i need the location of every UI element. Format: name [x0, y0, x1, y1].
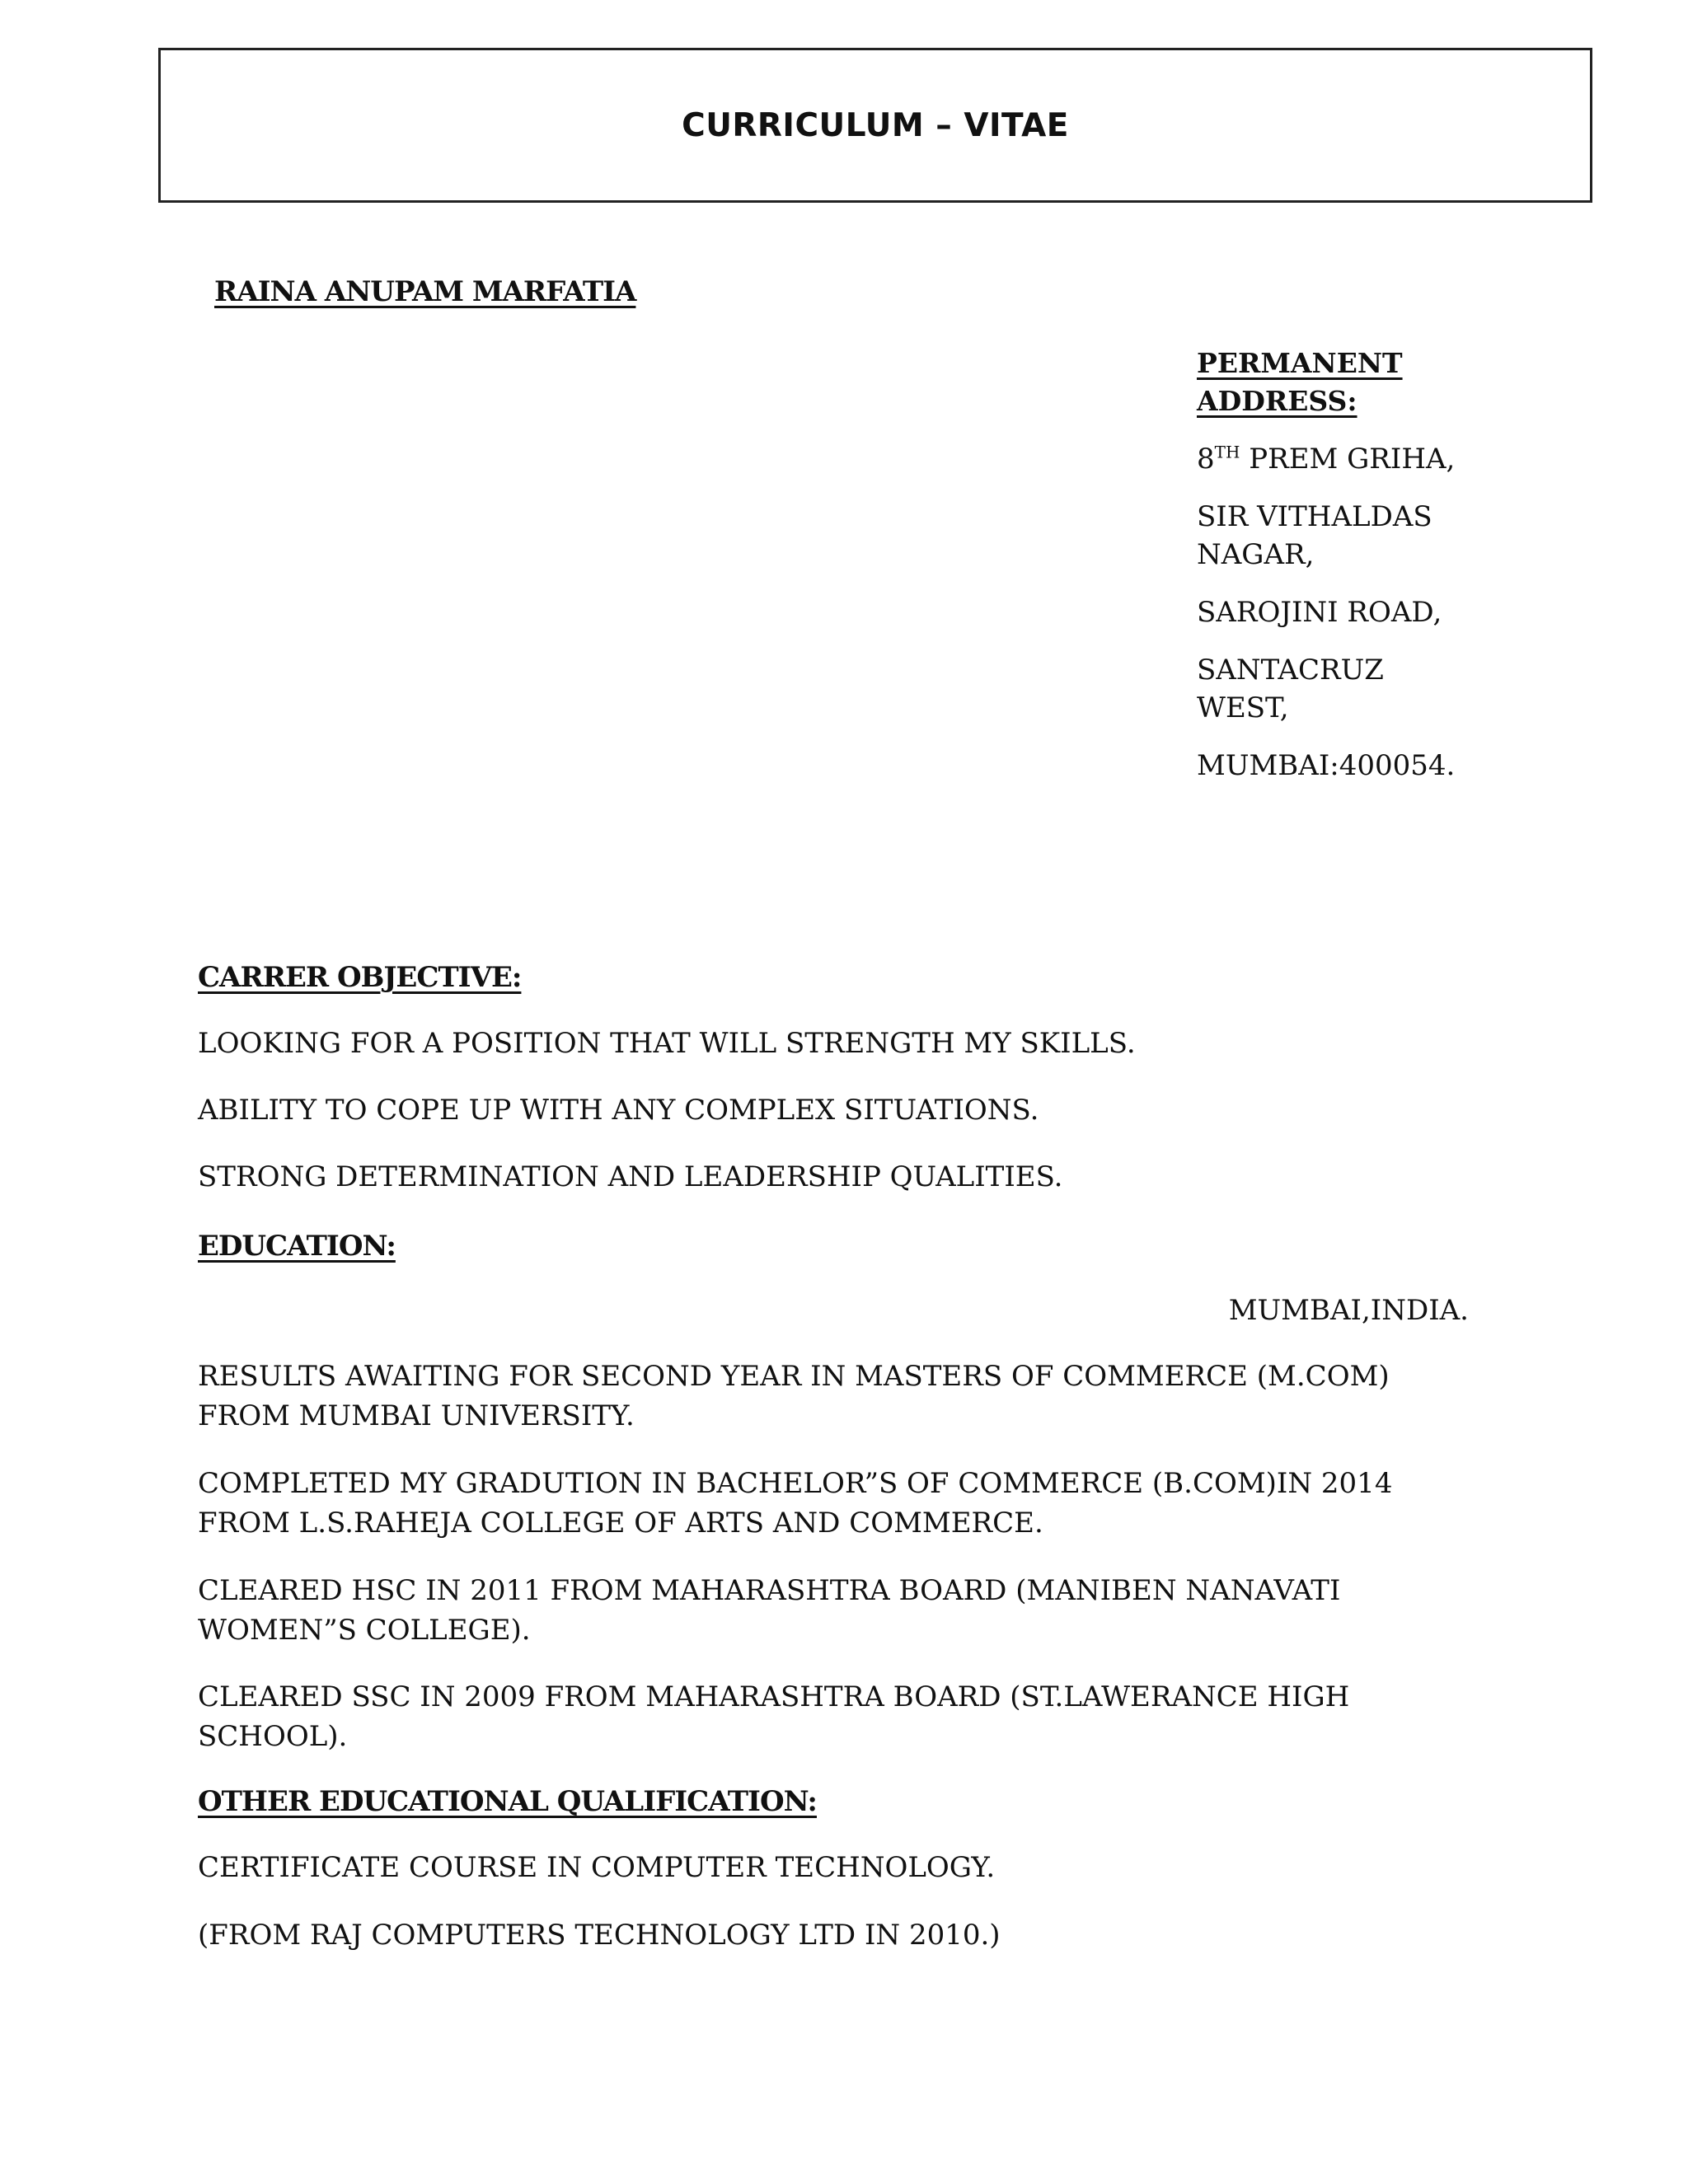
address-line-4: SANTACRUZ WEST, — [1197, 654, 1384, 724]
other-line-2: (FROM RAJ COMPUTERS TECHNOLOGY LTD IN 2010.) — [198, 1919, 1001, 1952]
address-line-2: SIR VITHALDAS NAGAR, — [1197, 500, 1432, 571]
address-line-1: 8TH PREM GRIHA, — [1197, 442, 1456, 476]
address-line-3: SAROJINI ROAD, — [1197, 596, 1442, 629]
education-location: MUMBAI,INDIA. — [1228, 1294, 1469, 1327]
career-line-2: ABILITY TO COPE UP WITH ANY COMPLEX SITUATIONS. — [198, 1094, 1039, 1127]
education-heading: EDUCATION: — [198, 1230, 396, 1263]
career-objective-heading: CARRER OBJECTIVE: — [198, 961, 522, 994]
education-item-4: CLEARED SSC IN 2009 FROM MAHARASHTRA BOARD (ST.LAWERANCE HIGH SCHOOL). — [198, 1680, 1350, 1753]
page-title: CURRICULUM – VITAE — [682, 106, 1069, 144]
title-box — [158, 48, 1592, 203]
address-heading: PERMANENT ADDRESS: — [1197, 347, 1403, 417]
candidate-name: RAINA ANUPAM MARFATIA — [214, 275, 636, 308]
other-qualification-heading: OTHER EDUCATIONAL QUALIFICATION: — [198, 1785, 817, 1818]
education-item-2: COMPLETED MY GRADUTION IN BACHELOR”S OF COMMERCE (B.COM)IN 2014 FROM L.S.RAHEJA COLLEGE OF ARTS AND COMMERCE. — [198, 1467, 1393, 1540]
career-line-3: STRONG DETERMINATION AND LEADERSHIP QUALITIES. — [198, 1160, 1063, 1193]
other-line-1: CERTIFICATE COURSE IN COMPUTER TECHNOLOGY. — [198, 1851, 996, 1884]
career-line-1: LOOKING FOR A POSITION THAT WILL STRENGTH MY SKILLS. — [198, 1027, 1136, 1060]
address-line-5: MUMBAI:400054. — [1197, 749, 1456, 782]
education-item-3: CLEARED HSC IN 2011 FROM MAHARASHTRA BOARD (MANIBEN NANAVATI WOMEN”S COLLEGE). — [198, 1574, 1341, 1647]
permanent-address — [1197, 344, 1469, 804]
education-item-1: RESULTS AWAITING FOR SECOND YEAR IN MASTERS OF COMMERCE (M.COM) FROM MUMBAI UNIVERSITY. — [198, 1360, 1390, 1432]
